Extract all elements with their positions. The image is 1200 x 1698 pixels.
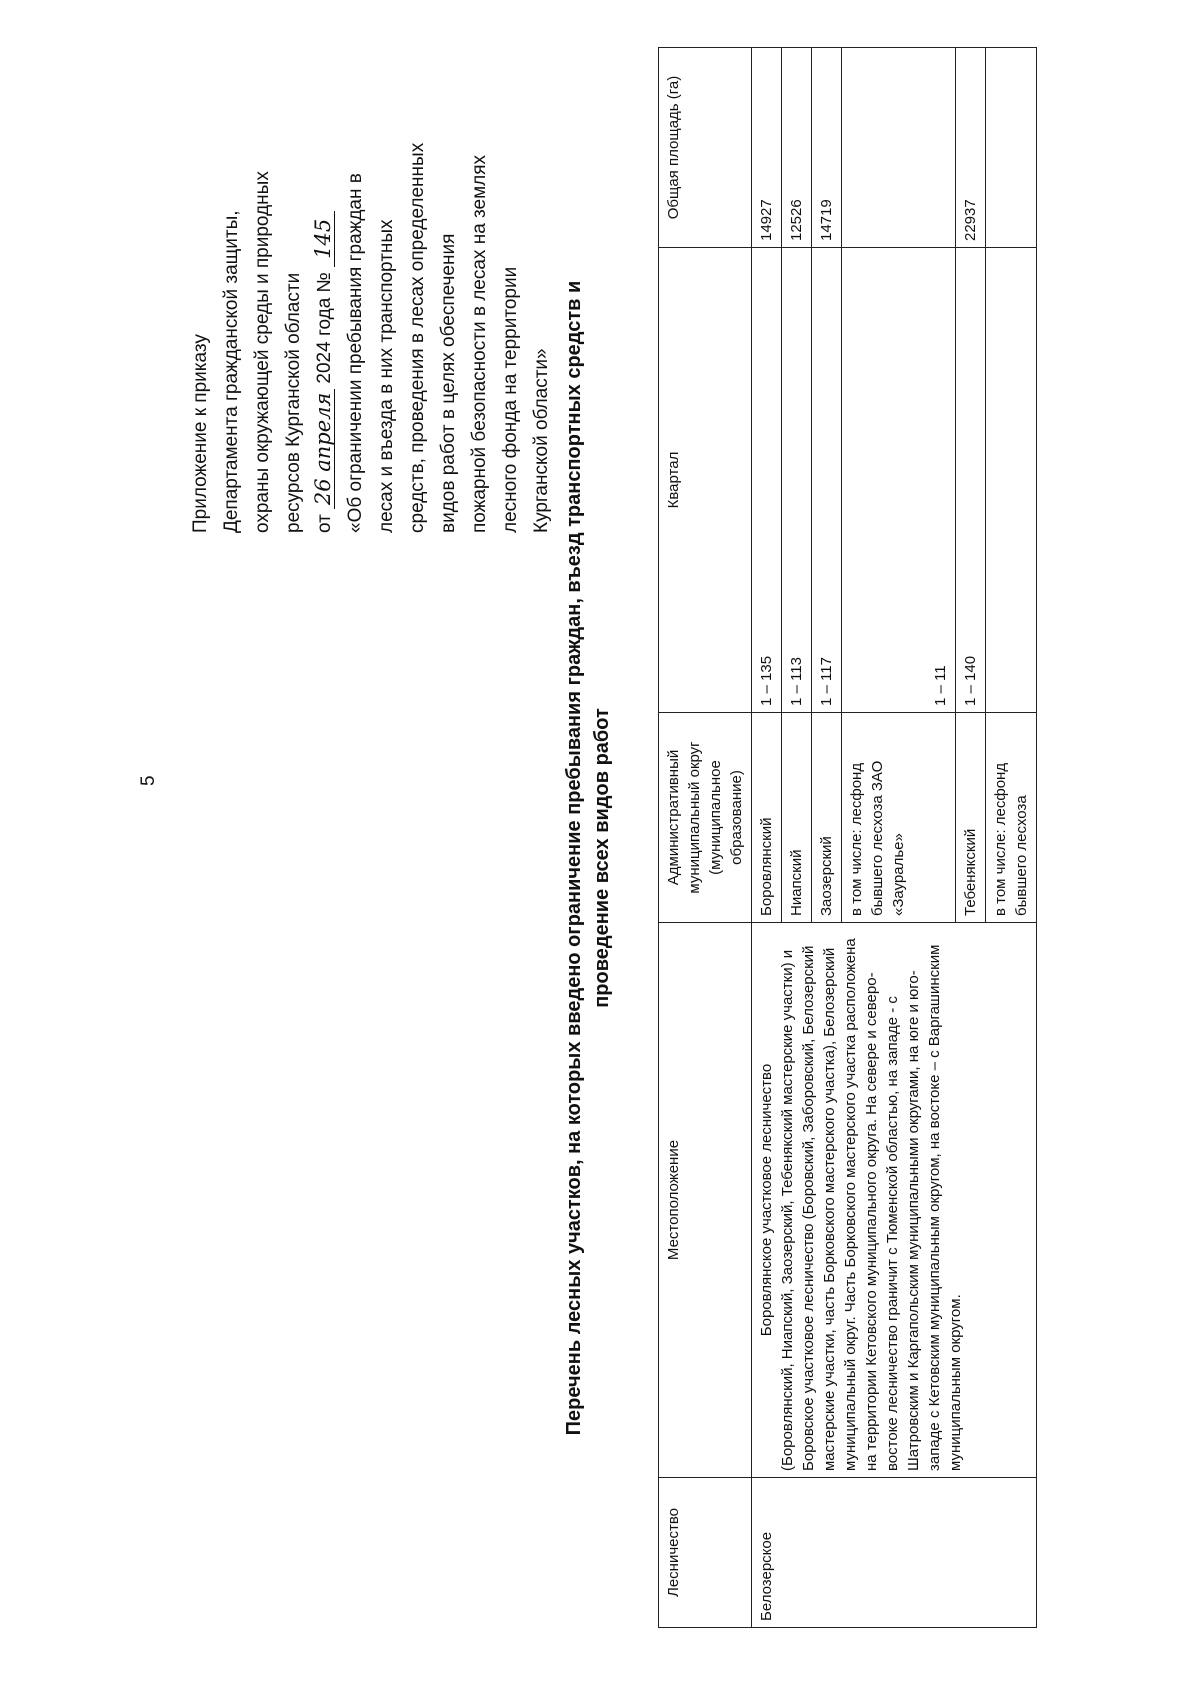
table-row (752, 48, 782, 1628)
annex-line: Приложение к приказу (190, 334, 211, 533)
quarter-cell: 1 – 140 (956, 248, 986, 713)
header-municipality: Административный муниципальный округ (муниципальное образование) (659, 713, 752, 923)
municipality-cell: Тебенякский (956, 713, 986, 923)
order-title-line: средств, проведения в лесах определенных (407, 142, 428, 533)
document-title (560, 78, 616, 1638)
location-title: Боровлянское участковое лесничество (758, 1063, 775, 1337)
municipality-cell: в том числе: лесфонд бывшего лесхоза ЗАО «Зауралье» (842, 713, 956, 923)
order-title-line: лесного фонда на территории (500, 266, 521, 533)
table-header-row (659, 48, 752, 1628)
location-text: (Боровлянский, Ниапский, Заозерский, Тебенякский мастерские участки) и Боровское участковое лесничество (Боровский, Заборовский, Белозерский мастерские участки, часть Борковского мастерского участка), Белозерский муниципальный округ. Часть Борковского мастерского участка расположена на территории Кетовского муниципального округа. На севере и северо-востоке лесничество граничит с Тюменской областью, на западе - с Шатровским и Каргапольским муниципальными округами, на юге и юго-западе с Кетовским муниципальным округом, на востоке – с Варгашинским муниципальным округом. (779, 938, 964, 1471)
forest-plots-table (658, 47, 1037, 1628)
header-forestry: Лесничество (659, 1478, 752, 1628)
municipality-cell: Боровлянский (752, 713, 782, 923)
year-text: 2024 года № (314, 272, 335, 384)
area-cell (842, 48, 956, 248)
area-cell: 22937 (956, 48, 986, 248)
area-cell: 14927 (752, 48, 782, 248)
title-line-2: проведение всех видов работ (591, 708, 613, 1008)
header-area: Общая площадь (га) (659, 48, 752, 248)
order-title-line: лесах и въезда в них транспортных (376, 219, 397, 533)
area-cell: 14719 (812, 48, 842, 248)
quarter-cell: 1 – 135 (752, 248, 782, 713)
area-cell (986, 48, 1037, 248)
order-title-line: «Об ограничении пребывания граждан в (345, 173, 366, 533)
header-location: Местоположение (659, 923, 752, 1478)
header-quarter: Квартал (659, 248, 752, 713)
annex-line: Департамента гражданской защиты, (221, 210, 242, 533)
order-title-line: видов работ в целях обеспечения (438, 233, 459, 533)
annex-block (185, 13, 557, 533)
quarter-cell (842, 248, 956, 713)
order-title-line: пожарной безопасности в лесах на землях (469, 154, 490, 533)
quarter-cell: 1 – 113 (782, 248, 812, 713)
order-title-line: Курганской области» (531, 348, 552, 533)
page-number: 5 (138, 775, 159, 786)
forestry-cell: Белозерское (752, 1478, 1037, 1628)
quarter-cell (986, 248, 1037, 713)
from-label: от (314, 514, 335, 533)
quarter-value: 1 – 11 (932, 665, 949, 706)
annex-line: ресурсов Курганской области (283, 272, 304, 533)
municipality-cell: Заозерский (812, 713, 842, 923)
location-cell (752, 923, 1037, 1478)
handwritten-date: 26 апреля (312, 389, 335, 509)
area-cell: 12526 (782, 48, 812, 248)
title-line-1: Перечень лесных участков, на которых введено ограничение пребывания граждан, въезд транспортных средств и (563, 280, 585, 1436)
annex-line: охраны окружающей среды и природных (252, 171, 273, 533)
municipality-cell: Ниапский (782, 713, 812, 923)
quarter-cell: 1 – 117 (812, 248, 842, 713)
annex-date-line (309, 13, 340, 533)
handwritten-number: 145 (312, 211, 335, 267)
municipality-cell: в том числе: лесфонд бывшего лесхоза (986, 713, 1037, 923)
